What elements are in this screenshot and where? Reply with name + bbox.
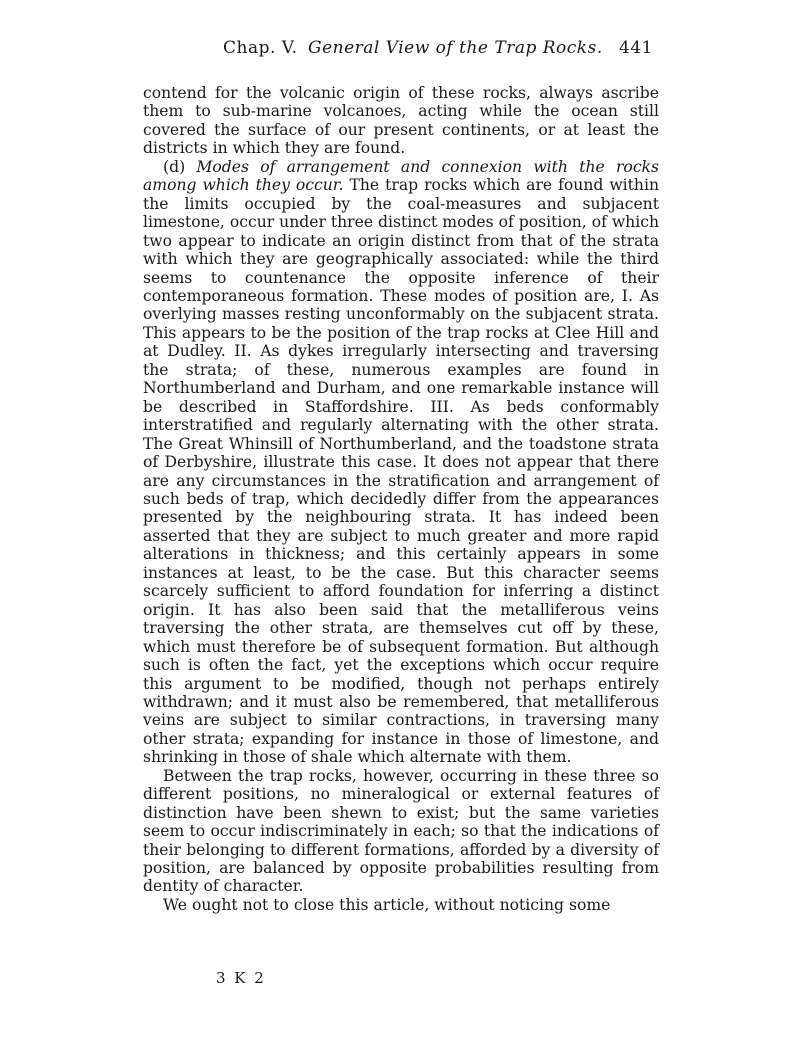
book-page	[143, 38, 659, 914]
paragraph-modes-of-arrangement	[143, 158, 659, 767]
paragraph-closing	[143, 896, 659, 914]
paragraph-text: Between the trap rocks, however, occurring in these three so different positions, no mineralogical or external features of distinction have been shewn to exist; but the same varieties seem to occur indiscriminately in each; so that the indications of their belonging to different formations, afforded by a diversity of position, are balanced by opposite probabilities resulting from dentity of character.	[143, 766, 659, 896]
printer-signature-mark: 3 K 2	[216, 969, 266, 987]
body-text	[143, 84, 659, 914]
page-number: 441	[619, 38, 653, 58]
paragraph-text: The trap rocks which are found within the limits occupied by the coal-measures and subjacent limestone, occur under three distinct modes of position, of which two appear to indicate an origin distinct from that of the strata with which they are geographically associated: while the third seems to countenance the opposite inference of their contemporaneous formation. These modes of position are, I. As overlying masses resting unconformably on the subjacent strata. This appears to be the position of the trap rocks at Clee Hill and at Dudley. II. As dykes irregularly intersecting and traversing the strata; of these, numerous examples are found in Northumberland and Durham, and one remarkable instance will be described in Staffordshire. III. As beds conformably interstratified and regularly alternating with the other strata. The Great Whinsill of Northumberland, and the toadstone strata of Derbyshire, illustrate this case. It does not appear that there are any circumstances in the stratification and arrangement of such beds of trap, which decidedly differ from the appearances presented by the neighbouring strata. It has indeed been asserted that they are subject to much greater and more rapid alterations in thickness; and this certainly appears in some instances at least, to be the case. But this character seems scarcely sufficient to afford foundation for inferring a distinct origin. It has also been said that the metalliferous veins traversing the other strata, are themselves cut off by these, which must therefore be of subsequent formation. But although such is often the fact, yet the exceptions which occur require this argument to be modified, though not perhaps entirely withdrawn; and it must also be remembered, that metalliferous veins are subject to similar contractions, in traversing many other strata; expanding for instance in those of limestone, and shrinking in those of shale which alternate with them.	[143, 176, 659, 767]
paragraph-text: contend for the volcanic origin of these rocks, always ascribe them to sub-marine volcanoes, acting while the ocean still covered the surface of our present continents, or at least the districts in which they are found.	[143, 84, 659, 158]
section-marker: (d)	[163, 157, 197, 176]
chapter-label: Chap. V.	[223, 38, 298, 58]
paragraph-text: We ought not to close this article, without noticing some	[163, 895, 611, 914]
running-head	[143, 38, 659, 68]
paragraph-continuation	[143, 84, 659, 158]
paragraph-trap-rocks-positions	[143, 767, 659, 896]
section-heading: Modes of arrangement and connexion with the rocks among which they occur.	[143, 157, 660, 195]
chapter-title: General View of the Trap Rocks.	[308, 38, 603, 58]
